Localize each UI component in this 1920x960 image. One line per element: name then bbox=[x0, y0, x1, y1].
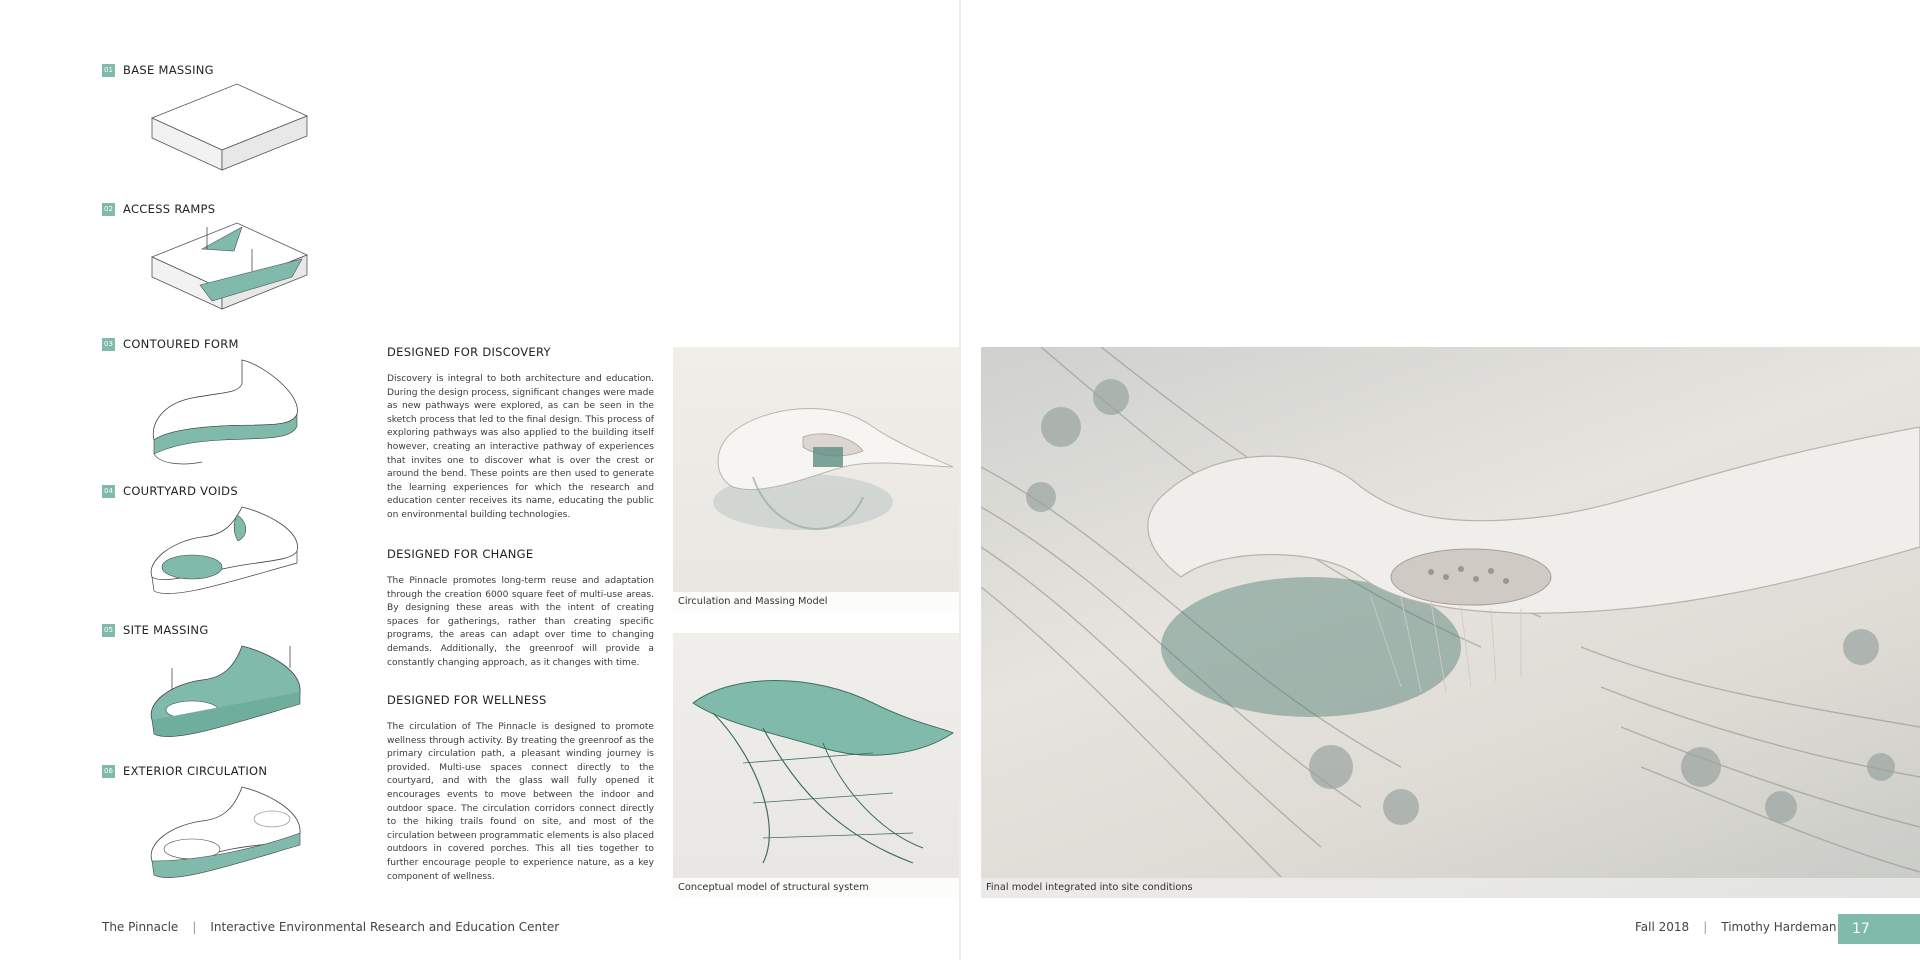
step-number: 01 bbox=[102, 64, 115, 77]
massing-model-image bbox=[673, 347, 959, 592]
step-number: 06 bbox=[102, 765, 115, 778]
massing-model-photo bbox=[673, 347, 959, 612]
step-label: COURTYARD VOIDS bbox=[123, 484, 238, 498]
photo-caption: Circulation and Massing Model bbox=[673, 592, 959, 612]
section-body: The circulation of The Pinnacle is designed to promote wellness through activity. By treating the greenroof as the primary circulation path, a pleasant winding journey is provided. Multi-use spaces connect directly to the courtyard, and with the glass wall fully opened it encourages events to move between the indoor and outdoor space. The circulation corridors connect directly to the hiking trails found on site, and most of the circulation between programmatic elements is also placed outdoors in covered porches. This all ties together to further encourage people to experience nature, as a key component of wellness. bbox=[387, 722, 654, 882]
photo-caption: Conceptual model of structural system bbox=[673, 878, 959, 898]
ramp-cut-diagram-icon bbox=[142, 219, 312, 329]
step-base-massing bbox=[102, 62, 362, 78]
step-contoured-form bbox=[102, 336, 362, 352]
structural-model-image bbox=[673, 633, 959, 878]
left-page bbox=[0, 0, 959, 960]
final-model-image bbox=[981, 347, 1920, 878]
step-number: 04 bbox=[102, 485, 115, 498]
term: Fall 2018 bbox=[1635, 920, 1690, 934]
step-label: ACCESS RAMPS bbox=[123, 202, 216, 216]
footer-separator: | bbox=[192, 920, 197, 934]
project-name: The Pinnacle bbox=[102, 920, 179, 934]
structural-model-photo bbox=[673, 633, 959, 898]
step-label: EXTERIOR CIRCULATION bbox=[123, 764, 268, 778]
contoured-ribbon-diagram-icon bbox=[142, 354, 312, 474]
step-label: CONTOURED FORM bbox=[123, 337, 239, 351]
final-model-photo bbox=[981, 347, 1920, 898]
step-site-massing bbox=[102, 622, 362, 638]
section-title: DESIGNED FOR WELLNESS bbox=[387, 693, 547, 707]
step-label: SITE MASSING bbox=[123, 623, 209, 637]
right-page bbox=[961, 0, 1920, 960]
section-discovery bbox=[387, 345, 654, 523]
section-change bbox=[387, 547, 654, 670]
step-number: 03 bbox=[102, 338, 115, 351]
step-exterior-circulation bbox=[102, 763, 362, 779]
step-label: BASE MASSING bbox=[123, 63, 214, 77]
section-body: The Pinnacle promotes long-term reuse and adaptation through the creation 6000 square feet of multi-use areas. By designing these areas with the intent of creating spaces for gatherings, rather than creating specific programs, the areas can adapt over time to changing demands. Additionally, the greenroof will provide a constantly changing approach, as it changes with time. bbox=[387, 576, 654, 668]
step-number: 02 bbox=[102, 203, 115, 216]
section-wellness bbox=[387, 693, 654, 884]
page-number: 17 bbox=[1838, 914, 1920, 944]
section-title: DESIGNED FOR DISCOVERY bbox=[387, 345, 551, 359]
site-massing-diagram-icon bbox=[142, 640, 312, 760]
section-body: Discovery is integral to both architecture and education. During the design process, significant changes were made as new pathways were explored, as can be seen in the sketch process that led to the final design. This process of exploring pathways was also applied to the building itself however, creating an interactive pathway of experiences that invites one to discover what is over the crest or around the bend. These points are then used to generate the learning experiences for which the research and education center receives its name, educating the public on environmental building technologies. bbox=[387, 374, 654, 520]
author: Timothy Hardeman bbox=[1721, 920, 1837, 934]
step-courtyard-voids bbox=[102, 483, 362, 499]
step-access-ramps bbox=[102, 201, 362, 217]
footer-separator: | bbox=[1703, 920, 1708, 934]
footer-right bbox=[1635, 920, 1837, 934]
project-subtitle: Interactive Environmental Research and Education Center bbox=[210, 920, 560, 934]
footer-left bbox=[102, 920, 559, 934]
photo-caption: Final model integrated into site conditions bbox=[981, 878, 1920, 898]
section-title: DESIGNED FOR CHANGE bbox=[387, 547, 534, 561]
step-number: 05 bbox=[102, 624, 115, 637]
circulation-diagram-icon bbox=[142, 781, 312, 901]
box-massing-diagram-icon bbox=[142, 80, 312, 190]
courtyard-void-diagram-icon bbox=[142, 501, 312, 621]
